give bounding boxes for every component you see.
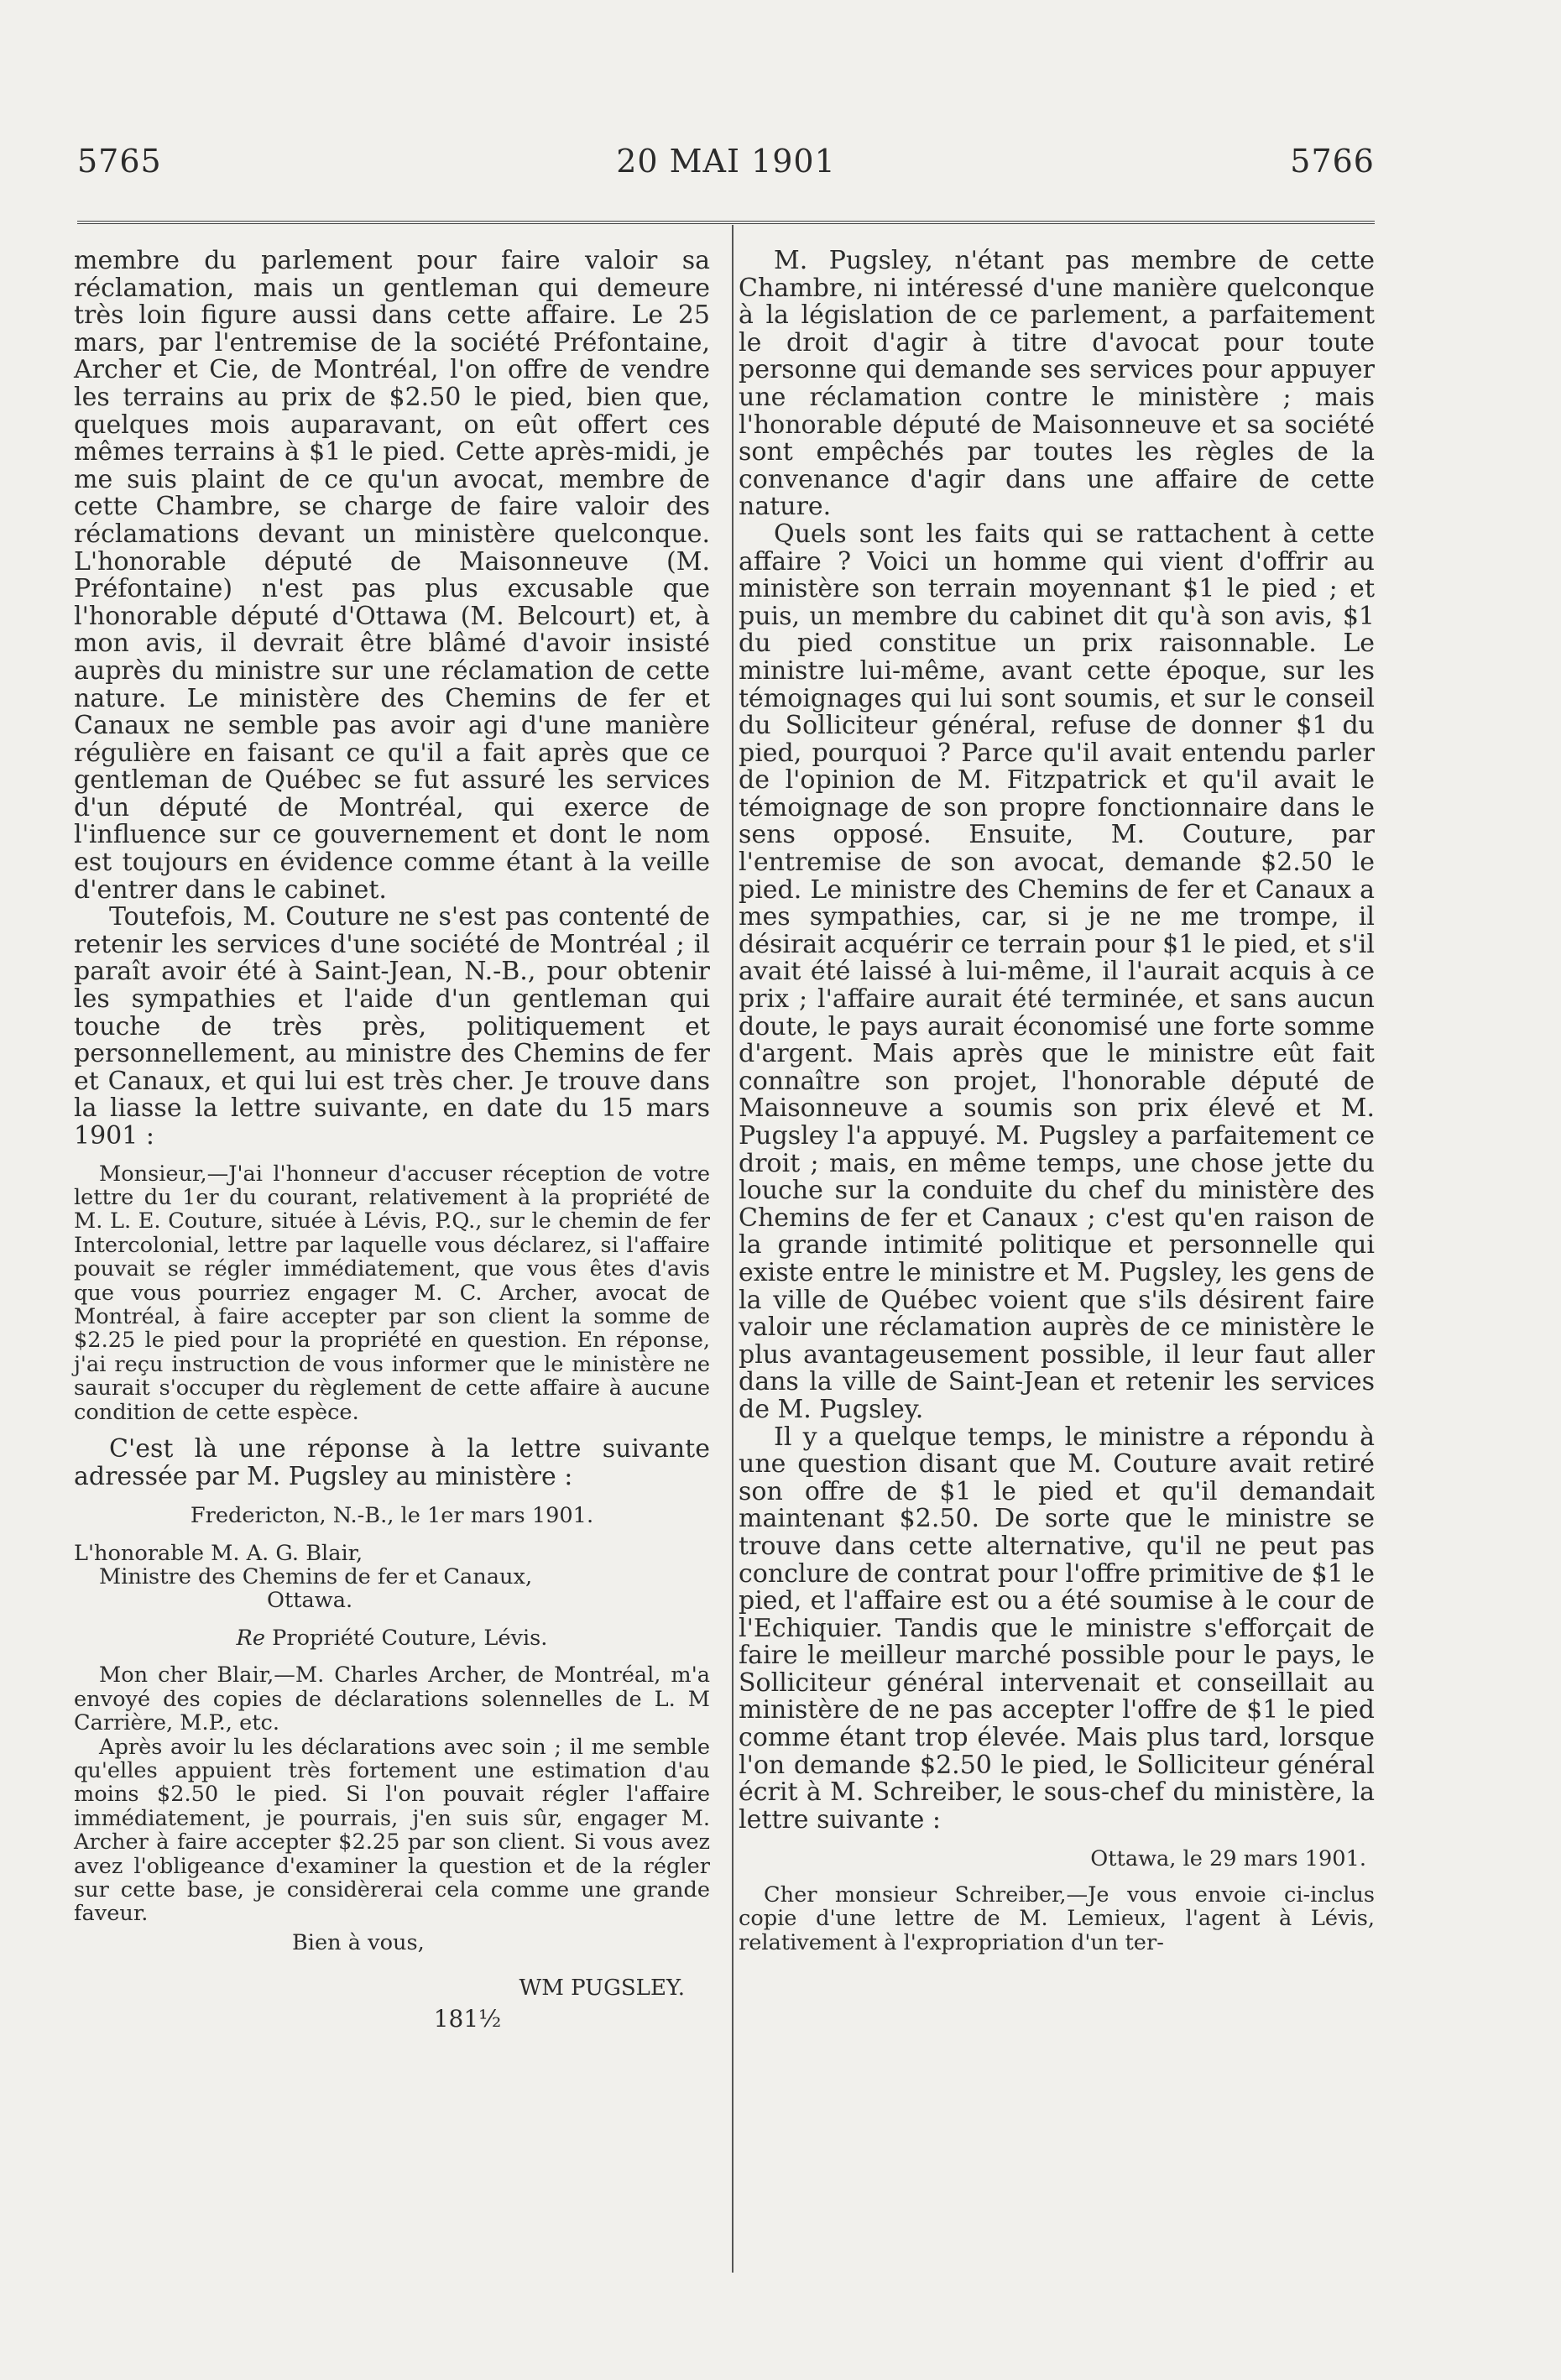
letter-addressee-name: L'honorable M. A. G. Blair, <box>74 1540 363 1566</box>
letter-closing: Bien à vous, <box>292 1929 425 1955</box>
right-column <box>739 248 1375 1966</box>
letter-signature: WM PUGSLEY. <box>519 1976 685 2002</box>
right-paragraph-3: Il y a quelque temps, le ministre a répondu à une question disant que M. Couture avait retiré son offre de $1 le pied et qu'il demandait maintenant $2.50. De sorte que le ministre se trouve dans cette alternative, qu'il ne peut pas conclure de contrat pour l'offre primitive de $1 le pied, et l'affaire est ou a été soumise à le cour de l'Echiquier. Tandis que le ministre s'efforçait de faire le meilleur marché possible pour le pays, le Solliciteur général intervenait et conseillait au ministère de ne pas accepter l'offre de $1 le pied comme étant trop élevée. Mais plus tard, lorsque l'on demande $2.50 le pied, le Solliciteur général écrit à M. Schreiber, le sous-chef du ministère, la lettre suivante : <box>739 1422 1375 1835</box>
letter-subject <box>74 1626 710 1650</box>
page-header <box>77 143 1375 180</box>
left-column <box>74 248 710 2033</box>
header-rule <box>77 221 1375 224</box>
quoted-letter-2b: Après avoir lu les déclarations avec soin ; il me semble qu'elles appuient très fortement une estimation d'au moins $2.50 le pied. Si l'on pouvait régler l'affaire immédiatement, je pourrais, j'en suis sûr, engager M. Archer à faire accepter $2.25 par son client. Si vous avez avez l'obligeance d'examiner la question et de la régler sur cette base, je considèrerai cela comme une grande faveur. <box>74 1734 710 1927</box>
right-page-number: 5766 <box>1290 143 1375 180</box>
letter-addressee-city: Ottawa. <box>267 1588 353 1614</box>
left-paragraph-1: membre du parlement pour faire valoir sa réclamation, mais un gentleman qui demeure très loin figure aussi dans cette affaire. Le 25 mars, par l'entremise de la société Préfontaine, Archer et Cie, de Montréal, l'on offre de vendre les terrains au prix de $2.50 le pied, bien que, quelques mois auparavant, on eût offert ces mêmes terrains à $1 le pied. Cette après-midi, je me suis plaint de ce qu'un avocat, membre de cette Chambre, se charge de faire valoir des réclamations devant un ministère quelconque. L'honorable député de Maisonneuve (M. Préfontaine) n'est pas plus excusable que l'honorable député d'Ottawa (M. Belcourt) et, à mon avis, il devrait être blâmé d'avoir insisté auprès du ministre sur une réclamation de cette nature. Le ministère des Chemins de fer et Canaux ne semble pas avoir agi d'une manière régulière en faisant ce qu'il a fait après que ce gentleman de Québec se fut assuré les services d'un député de Montréal, qui exerce de l'influence sur ce gouvernement et dont le nom est toujours en évidence comme étant à la veille d'entrer dans le cabinet. <box>74 246 710 905</box>
left-paragraph-3: C'est là une réponse à la lettre suivante adressée par M. Pugsley au ministère : <box>74 1434 710 1491</box>
letter-place-date: Fredericton, N.-B., le 1er mars 1901. <box>190 1503 594 1529</box>
right-paragraph-1: M. Pugsley, n'étant pas membre de cette Chambre, ni intéressé d'une manière quelconque à la législation de ce parlement, a parfaitement le droit d'agir à titre d'avocat pour toute personne qui demande ses services pour appuyer une réclamation contre le ministère ; mais l'honorable député de Maisonneuve et sa société sont empêchés par toutes les règles de la convenance d'agir dans une affaire de cette nature. <box>739 246 1375 522</box>
left-paragraph-2: Toutefois, M. Couture ne s'est pas contenté de retenir les services d'une société de Montréal ; il paraît avoir été à Saint-Jean, N.-B., pour obtenir les sympathies et l'aide d'un gentleman qui touche de très près, politiquement et personnellement, au ministre des Chemins de fer et Canaux, et qui lui est très cher. Je trouve dans la liasse la lettre suivante, en date du 15 mars 1901 : <box>74 902 710 1151</box>
letter-addressee-title: Ministre des Chemins de fer et Canaux, <box>99 1564 533 1590</box>
right-paragraph-2: Quels sont les faits qui se rattachent à cette affaire ? Voici un homme qui vient d'offrir au ministère son terrain moyennant $1 le pied ; et puis, un membre du cabinet dit qu'à son avis, $1 du pied constitue un prix raisonnable. Le ministre lui-même, avant cette époque, sur les témoignages qui lui sont soumis, et sur le conseil du Solliciteur général, refuse de donner $1 du pied, pourquoi ? Parce qu'il avait entendu parler de l'opinion de M. Fitzpatrick et qu'il avait le témoignage de son propre fonctionnaire dans le sens opposé. Ensuite, M. Couture, par l'entremise de son avocat, demande $2.50 le pied. Le ministre des Chemins de fer et Canaux a mes sympathies, car, si je ne me trompe, il désirait acquérir ce terrain pour $1 le pied, et s'il avait été laissé à lui-même, il l'aurait acquis à ce prix ; l'affaire aurait été terminée, et sans aucun doute, le pays aurait économisé une forte somme d'argent. Mais après que le ministre eût fait connaître son projet, l'honorable député de Maisonneuve a soumis son prix élevé et M. Pugsley l'a appuyé. M. Pugsley a parfaitement ce droit ; mais, en même temps, une chose jette du louche sur la conduite du chef du ministère des Chemins de fer et Canaux ; c'est qu'en raison de la grande intimité politique et personnelle qui existe entre le ministre et M. Pugsley, les gens de la ville de Québec voient que s'ils désirent faire valoir une réclamation auprès de ce ministère le plus avantageusement possible, il leur faut aller dans la ville de Saint-Jean et retenir les services de M. Pugsley. <box>739 519 1375 1424</box>
re-label: Re <box>236 1625 265 1651</box>
ottawa-letter-date: Ottawa, le 29 mars 1901. <box>1090 1846 1366 1872</box>
re-text: Propriété Couture, Lévis. <box>272 1625 548 1651</box>
folio-number: 181½ <box>433 2004 502 2033</box>
header-date: 20 MAI 1901 <box>616 143 836 180</box>
column-divider <box>732 225 734 2273</box>
quoted-letter-3: Cher monsieur Schreiber,—Je vous envoie ci-inclus copie d'une lettre de M. Lemieux, l'agent à Lévis, relativement à l'expropriation d'un ter- <box>739 1882 1375 1955</box>
quoted-letter-2a: Mon cher Blair,—M. Charles Archer, de Montréal, m'a envoyé des copies de déclarations solennelles de L. M Carrière, M.P., etc. <box>74 1662 710 1736</box>
quoted-letter-1: Monsieur,—J'ai l'honneur d'accuser réception de votre lettre du 1er du courant, relativement à la propriété de M. L. E. Couture, située à Lévis, P.Q., sur le chemin de fer Intercolonial, lettre par laquelle vous déclarez, si l'affaire pouvait se régler immédiatement, que vous êtes d'avis que vous pourriez engager M. C. Archer, avocat de Montréal, à faire accepter par son client la somme de $2.25 le pied pour la propriété en question. En réponse, j'ai reçu instruction de vous informer que le ministère ne saurait s'occuper du règlement de cette affaire à aucune condition de cette espèce. <box>74 1161 710 1425</box>
left-page-number: 5765 <box>77 143 162 180</box>
